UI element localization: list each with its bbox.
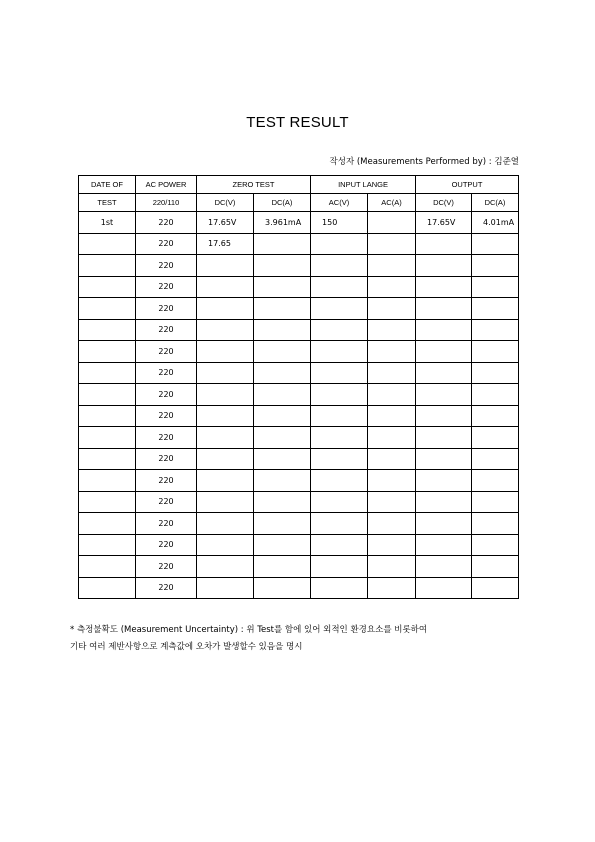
cell-input-acv xyxy=(311,577,368,599)
cell-input-aca xyxy=(368,448,416,470)
cell-input-aca xyxy=(368,298,416,320)
cell-zero-dca xyxy=(254,233,311,255)
cell-date xyxy=(79,427,136,449)
cell-zero-dca xyxy=(254,341,311,363)
cell-ac-power: 220 xyxy=(136,212,197,234)
table-row xyxy=(79,470,519,492)
cell-input-acv xyxy=(311,362,368,384)
cell-output-dca xyxy=(472,470,519,492)
cell-date xyxy=(79,276,136,298)
header-input-aca: AC(A) xyxy=(368,194,416,212)
cell-input-acv: 150 xyxy=(311,212,368,234)
cell-output-dca xyxy=(472,405,519,427)
cell-output-dca: 4.01mA xyxy=(472,212,519,234)
cell-zero-dca xyxy=(254,362,311,384)
cell-input-acv xyxy=(311,470,368,492)
table-row xyxy=(79,427,519,449)
header-output: OUTPUT xyxy=(416,176,519,194)
table-row xyxy=(79,276,519,298)
table-row xyxy=(79,384,519,406)
cell-date xyxy=(79,298,136,320)
cell-input-aca xyxy=(368,212,416,234)
cell-output-dcv xyxy=(416,255,472,277)
cell-input-acv xyxy=(311,491,368,513)
cell-output-dca xyxy=(472,341,519,363)
cell-input-acv xyxy=(311,405,368,427)
cell-input-aca xyxy=(368,276,416,298)
document-title: TEST RESULT xyxy=(246,114,349,131)
header-output-dca: DC(A) xyxy=(472,194,519,212)
author-line: 작성자 (Measurements Performed by) : 김준열 xyxy=(329,157,519,167)
header-zero-dca: DC(A) xyxy=(254,194,311,212)
cell-output-dca xyxy=(472,448,519,470)
note-line-1: * 측정불확도 (Measurement Uncertainty) : 위 Test를 함에 있어 외적인 환경요소를 비롯하여 xyxy=(70,625,428,635)
header-ac-power: AC POWER xyxy=(136,176,197,194)
cell-output-dcv xyxy=(416,534,472,556)
header-input-acv: AC(V) xyxy=(311,194,368,212)
cell-output-dca xyxy=(472,276,519,298)
cell-input-aca xyxy=(368,319,416,341)
cell-zero-dcv xyxy=(197,362,254,384)
cell-ac-power: 220 xyxy=(136,427,197,449)
cell-zero-dcv xyxy=(197,319,254,341)
cell-ac-power: 220 xyxy=(136,298,197,320)
cell-input-acv xyxy=(311,276,368,298)
cell-zero-dcv xyxy=(197,298,254,320)
header-row-1 xyxy=(79,176,519,194)
cell-date xyxy=(79,577,136,599)
cell-date xyxy=(79,255,136,277)
table-row xyxy=(79,405,519,427)
cell-zero-dcv xyxy=(197,255,254,277)
table-row xyxy=(79,491,519,513)
cell-date xyxy=(79,341,136,363)
cell-input-aca xyxy=(368,556,416,578)
header-ac-power-sub: 220/110 xyxy=(136,194,197,212)
cell-input-aca xyxy=(368,470,416,492)
cell-input-aca xyxy=(368,577,416,599)
cell-input-acv xyxy=(311,255,368,277)
cell-date xyxy=(79,405,136,427)
table-row xyxy=(79,298,519,320)
cell-date xyxy=(79,233,136,255)
cell-zero-dcv xyxy=(197,534,254,556)
cell-date xyxy=(79,491,136,513)
cell-ac-power: 220 xyxy=(136,319,197,341)
cell-ac-power: 220 xyxy=(136,448,197,470)
cell-ac-power: 220 xyxy=(136,534,197,556)
cell-output-dcv xyxy=(416,405,472,427)
cell-output-dca xyxy=(472,233,519,255)
cell-zero-dcv xyxy=(197,341,254,363)
cell-input-acv xyxy=(311,298,368,320)
cell-input-aca xyxy=(368,255,416,277)
cell-input-acv xyxy=(311,384,368,406)
cell-zero-dcv xyxy=(197,384,254,406)
cell-ac-power: 220 xyxy=(136,362,197,384)
cell-input-aca xyxy=(368,491,416,513)
cell-input-acv xyxy=(311,341,368,363)
cell-zero-dcv: 17.65 xyxy=(197,233,254,255)
cell-input-aca xyxy=(368,384,416,406)
cell-zero-dcv xyxy=(197,556,254,578)
cell-output-dca xyxy=(472,513,519,535)
cell-zero-dca xyxy=(254,491,311,513)
cell-input-aca xyxy=(368,405,416,427)
cell-zero-dcv: 17.65V xyxy=(197,212,254,234)
table-row xyxy=(79,362,519,384)
table-row xyxy=(79,255,519,277)
cell-zero-dca xyxy=(254,276,311,298)
cell-output-dcv xyxy=(416,298,472,320)
note-line-2: 기타 여러 제반사항으로 계측값에 오차가 발생할수 있음을 명시 xyxy=(70,642,303,652)
cell-zero-dca xyxy=(254,513,311,535)
cell-ac-power: 220 xyxy=(136,341,197,363)
cell-output-dca xyxy=(472,255,519,277)
table-row xyxy=(79,556,519,578)
cell-output-dcv xyxy=(416,470,472,492)
cell-zero-dca xyxy=(254,534,311,556)
measurement-uncertainty-note xyxy=(70,622,427,656)
cell-date xyxy=(79,534,136,556)
cell-zero-dca xyxy=(254,470,311,492)
test-result-table xyxy=(78,175,519,599)
cell-ac-power: 220 xyxy=(136,470,197,492)
header-zero-test: ZERO TEST xyxy=(197,176,311,194)
cell-output-dca xyxy=(472,534,519,556)
cell-zero-dca xyxy=(254,577,311,599)
cell-ac-power: 220 xyxy=(136,384,197,406)
header-test: TEST xyxy=(79,194,136,212)
cell-zero-dca xyxy=(254,448,311,470)
cell-ac-power: 220 xyxy=(136,255,197,277)
header-row-2 xyxy=(79,194,519,212)
cell-zero-dca: 3.961mA xyxy=(254,212,311,234)
table-row xyxy=(79,513,519,535)
cell-zero-dcv xyxy=(197,448,254,470)
cell-input-acv xyxy=(311,233,368,255)
cell-output-dca xyxy=(472,298,519,320)
cell-zero-dca xyxy=(254,319,311,341)
header-date-of: DATE OF xyxy=(79,176,136,194)
cell-zero-dca xyxy=(254,255,311,277)
cell-input-acv xyxy=(311,534,368,556)
cell-zero-dca xyxy=(254,298,311,320)
cell-zero-dca xyxy=(254,405,311,427)
cell-date xyxy=(79,319,136,341)
cell-output-dcv xyxy=(416,319,472,341)
cell-zero-dcv xyxy=(197,405,254,427)
cell-input-aca xyxy=(368,427,416,449)
cell-output-dcv xyxy=(416,384,472,406)
cell-zero-dcv xyxy=(197,427,254,449)
cell-zero-dca xyxy=(254,427,311,449)
cell-output-dca xyxy=(472,319,519,341)
table-row xyxy=(79,233,519,255)
cell-output-dcv xyxy=(416,362,472,384)
cell-output-dcv xyxy=(416,577,472,599)
cell-zero-dcv xyxy=(197,470,254,492)
table-row xyxy=(79,577,519,599)
cell-ac-power: 220 xyxy=(136,405,197,427)
cell-date xyxy=(79,556,136,578)
cell-output-dcv xyxy=(416,341,472,363)
cell-output-dcv xyxy=(416,556,472,578)
cell-date xyxy=(79,448,136,470)
cell-ac-power: 220 xyxy=(136,577,197,599)
cell-zero-dca xyxy=(254,384,311,406)
cell-ac-power: 220 xyxy=(136,556,197,578)
header-zero-dcv: DC(V) xyxy=(197,194,254,212)
cell-date xyxy=(79,384,136,406)
cell-date xyxy=(79,362,136,384)
cell-output-dca xyxy=(472,384,519,406)
table-row xyxy=(79,341,519,363)
cell-zero-dca xyxy=(254,556,311,578)
cell-date xyxy=(79,470,136,492)
cell-input-acv xyxy=(311,427,368,449)
cell-date: 1st xyxy=(79,212,136,234)
cell-zero-dcv xyxy=(197,513,254,535)
cell-output-dca xyxy=(472,427,519,449)
table-row xyxy=(79,534,519,556)
cell-input-aca xyxy=(368,233,416,255)
cell-ac-power: 220 xyxy=(136,513,197,535)
cell-output-dcv xyxy=(416,491,472,513)
cell-ac-power: 220 xyxy=(136,491,197,513)
cell-ac-power: 220 xyxy=(136,276,197,298)
cell-date xyxy=(79,513,136,535)
cell-input-aca xyxy=(368,362,416,384)
cell-output-dca xyxy=(472,491,519,513)
cell-input-aca xyxy=(368,513,416,535)
cell-zero-dcv xyxy=(197,491,254,513)
table-row xyxy=(79,448,519,470)
cell-output-dcv xyxy=(416,513,472,535)
cell-output-dcv xyxy=(416,448,472,470)
cell-input-acv xyxy=(311,319,368,341)
cell-ac-power: 220 xyxy=(136,233,197,255)
cell-zero-dcv xyxy=(197,577,254,599)
table-row xyxy=(79,319,519,341)
cell-input-acv xyxy=(311,513,368,535)
cell-output-dcv xyxy=(416,276,472,298)
cell-output-dca xyxy=(472,577,519,599)
cell-zero-dcv xyxy=(197,276,254,298)
cell-input-acv xyxy=(311,448,368,470)
cell-output-dca xyxy=(472,556,519,578)
table-body xyxy=(79,176,519,599)
table-row xyxy=(79,212,519,234)
cell-output-dcv: 17.65V xyxy=(416,212,472,234)
cell-input-aca xyxy=(368,534,416,556)
cell-input-acv xyxy=(311,556,368,578)
header-output-dcv: DC(V) xyxy=(416,194,472,212)
cell-output-dcv xyxy=(416,427,472,449)
header-input-lange: INPUT LANGE xyxy=(311,176,416,194)
cell-output-dca xyxy=(472,362,519,384)
cell-input-aca xyxy=(368,341,416,363)
cell-output-dcv xyxy=(416,233,472,255)
